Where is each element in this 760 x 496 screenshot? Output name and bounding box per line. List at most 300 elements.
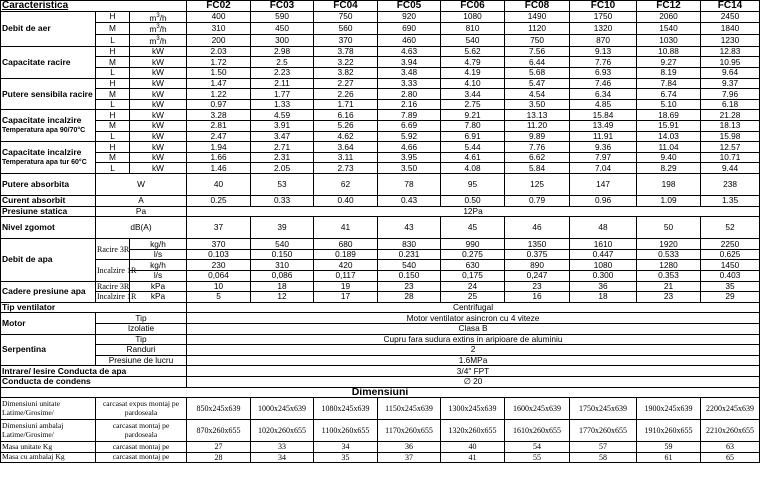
value-cell: 0,117: [314, 270, 378, 281]
value-cell: 630: [441, 260, 505, 271]
value-cell: 5.44: [441, 142, 505, 153]
value-cell: 7.46: [570, 78, 637, 89]
value-cell: 3.91: [251, 121, 314, 132]
value-cell: 0.96: [570, 196, 637, 207]
value-cell: 9.89: [505, 131, 570, 142]
dimension-sub: carcasat montaj pe: [96, 442, 187, 453]
value-cell: 15.91: [637, 121, 701, 132]
value-cell: 6.44: [505, 57, 570, 68]
value-cell: 65: [701, 452, 760, 463]
sensible-label: [1, 78, 96, 110]
value-cell: 0.50: [441, 196, 505, 207]
airflow-label: [1, 11, 96, 46]
unit-cell: kg/h: [130, 239, 187, 250]
unit-cell: $m^3/h$: [130, 23, 187, 35]
dimension-label: Dimensiuni ambalaj Latime/Grosime/: [1, 420, 96, 442]
value-cell: 370: [187, 239, 251, 250]
value-cell: 9.13: [570, 46, 637, 57]
value-cell: 0.403: [701, 270, 760, 281]
value-cell: 24: [441, 281, 505, 292]
value-cell: 50: [637, 217, 701, 239]
value-cell: 1170x260x655: [378, 420, 441, 442]
value-cell: 1.77: [251, 89, 314, 100]
value-cell: 2450: [701, 11, 760, 23]
value-cell: 1.47: [187, 78, 251, 89]
value-cell: 990: [441, 239, 505, 250]
value-cell: 1610: [570, 239, 637, 250]
unit-cell: l/s: [130, 270, 187, 281]
value-cell: 2210x260x655: [701, 420, 760, 442]
speed-cell: M: [96, 152, 130, 163]
unit-cell: kPa: [130, 281, 187, 292]
speed-cell: H: [96, 78, 130, 89]
heating90-sublabel: Temperatura apa 90/70°C: [2, 127, 86, 135]
table-row: [1, 1, 760, 12]
value-cell: 4.10: [441, 78, 505, 89]
value-cell: 3/4" FPT: [187, 366, 760, 377]
value-cell: 27: [187, 442, 251, 453]
speed-cell: L: [96, 131, 130, 142]
value-cell: 4.54: [505, 89, 570, 100]
table-row: [1, 281, 760, 292]
value-cell: 850x245x639: [187, 398, 251, 420]
value-cell: 5.84: [505, 163, 570, 174]
value-cell: 1320: [570, 23, 637, 35]
value-cell: 2.26: [314, 89, 378, 100]
table-row: [1, 152, 760, 163]
value-cell: 1490: [505, 11, 570, 23]
header-model: FC03: [251, 1, 314, 12]
value-cell: 370: [314, 35, 378, 47]
value-cell: 0.79: [505, 196, 570, 207]
table-row: [1, 78, 760, 89]
unit-cell: A: [96, 196, 187, 207]
value-cell: 3.64: [314, 142, 378, 153]
value-cell: 540: [378, 260, 441, 271]
table-row: [1, 420, 760, 442]
header-model: FC05: [378, 1, 441, 12]
value-cell: 34: [251, 452, 314, 463]
value-cell: 3.22: [314, 57, 378, 68]
value-cell: Centrifugal: [187, 302, 760, 313]
speed-cell: L: [96, 68, 130, 79]
noise-label: Nivel zgomot: [1, 217, 96, 239]
table-row: [1, 110, 760, 121]
value-cell: 1150x245x639: [378, 398, 441, 420]
value-cell: 18: [251, 281, 314, 292]
value-cell: 1080x245x639: [314, 398, 378, 420]
value-cell: 28: [378, 292, 441, 303]
value-cell: 2.05: [251, 163, 314, 174]
value-cell: 11.20: [505, 121, 570, 132]
unit-cell: kW: [130, 89, 187, 100]
unit-cell: kW: [130, 78, 187, 89]
speed-cell: L: [96, 163, 130, 174]
table-row: [1, 142, 760, 153]
dimension-sub: carcasat montaj pe pardoseala: [96, 420, 187, 442]
value-cell: 830: [378, 239, 441, 250]
table-row: [1, 35, 760, 47]
value-cell: 590: [251, 11, 314, 23]
value-cell: 0,064: [187, 270, 251, 281]
value-cell: 3.11: [314, 152, 378, 163]
value-cell: 6.69: [378, 121, 441, 132]
value-cell: 4.66: [378, 142, 441, 153]
table-row: [1, 302, 760, 313]
value-cell: 12: [251, 292, 314, 303]
value-cell: 5.26: [314, 121, 378, 132]
value-cell: 15.84: [570, 110, 637, 121]
value-cell: 1610x260x655: [505, 420, 570, 442]
value-cell: 1350: [505, 239, 570, 250]
value-cell: 2.81: [187, 121, 251, 132]
value-cell: 1600x245x639: [505, 398, 570, 420]
value-cell: 8.19: [637, 68, 701, 79]
value-cell: 48: [570, 217, 637, 239]
value-cell: 57: [570, 442, 637, 453]
table-row: [1, 260, 760, 271]
value-cell: 23: [637, 292, 701, 303]
value-cell: 40: [187, 174, 251, 196]
value-cell: 23: [378, 281, 441, 292]
current-label: Curent absorbit: [1, 196, 96, 207]
value-cell: 12Pa: [187, 206, 760, 217]
speed-cell: H: [96, 11, 130, 23]
value-cell: 1300x245x639: [441, 398, 505, 420]
table-row: [1, 217, 760, 239]
value-cell: Motor ventilator asincron cu 4 viteze: [187, 313, 760, 324]
header-category: Caracteristica: [1, 1, 187, 12]
value-cell: 4.61: [441, 152, 505, 163]
value-cell: 1280: [637, 260, 701, 271]
value-cell: 12.57: [701, 142, 760, 153]
mode-cell: Racire 3R: [97, 281, 130, 291]
table-row: [1, 206, 760, 217]
value-cell: 5.47: [505, 78, 570, 89]
value-cell: 9.44: [701, 163, 760, 174]
value-cell: 4.08: [441, 163, 505, 174]
value-cell: 125: [505, 174, 570, 196]
coil-label: Serpentina: [1, 334, 96, 366]
value-cell: 55: [505, 452, 570, 463]
value-cell: 6.34: [570, 89, 637, 100]
fan-type-label: Tip ventilator: [1, 302, 187, 313]
value-cell: 2.71: [251, 142, 314, 153]
value-cell: 1770x260x655: [570, 420, 637, 442]
value-cell: 13.49: [570, 121, 637, 132]
value-cell: 11.04: [637, 142, 701, 153]
value-cell: 1750x245x639: [570, 398, 637, 420]
value-cell: 63: [701, 442, 760, 453]
unit-cell: kg/h: [130, 260, 187, 271]
value-cell: 34: [314, 442, 378, 453]
value-cell: 3.47: [251, 131, 314, 142]
value-cell: 0,247: [505, 270, 570, 281]
value-cell: 1230: [701, 35, 760, 47]
value-cell: 95: [441, 174, 505, 196]
table-row: [1, 398, 760, 420]
value-cell: 920: [378, 11, 441, 23]
value-cell: 9.36: [570, 142, 637, 153]
value-cell: 0.375: [505, 249, 570, 260]
value-cell: 0.103: [187, 249, 251, 260]
header-model: FC02: [187, 1, 251, 12]
water-flow-label: Debit de apa: [1, 239, 96, 281]
table-row: [1, 442, 760, 453]
dimension-sub: carcasat expus montaj pe pardoseala: [96, 398, 187, 420]
value-cell: Clasa B: [187, 323, 760, 334]
value-cell: 1.66: [187, 152, 251, 163]
value-cell: 3.50: [378, 163, 441, 174]
value-cell: 1030: [637, 35, 701, 47]
value-cell: 2.11: [251, 78, 314, 89]
table-row: [1, 196, 760, 207]
table-row: [1, 163, 760, 174]
value-cell: 41: [314, 217, 378, 239]
value-cell: 870x260x655: [187, 420, 251, 442]
value-cell: 17: [314, 292, 378, 303]
value-cell: 450: [251, 23, 314, 35]
value-cell: 1750: [570, 11, 637, 23]
table-row: [1, 355, 760, 366]
value-cell: 41: [441, 452, 505, 463]
value-cell: 1.33: [251, 99, 314, 110]
key-cell: Randuri: [96, 345, 187, 356]
value-cell: 0.353: [637, 270, 701, 281]
value-cell: 12.83: [701, 46, 760, 57]
value-cell: 2.03: [187, 46, 251, 57]
value-cell: 4.85: [570, 99, 637, 110]
key-cell: Izolatie: [96, 323, 187, 334]
value-cell: 7.04: [570, 163, 637, 174]
value-cell: 1.50: [187, 68, 251, 79]
unit-cell: kW: [130, 57, 187, 68]
unit-cell: kW: [130, 152, 187, 163]
value-cell: 25: [441, 292, 505, 303]
table-row: [1, 174, 760, 196]
value-cell: 5: [187, 292, 251, 303]
value-cell: 1120: [505, 23, 570, 35]
value-cell: 2060: [637, 11, 701, 23]
table-row: [1, 345, 760, 356]
value-cell: 10: [187, 281, 251, 292]
value-cell: 5.68: [505, 68, 570, 79]
value-cell: 6.16: [314, 110, 378, 121]
value-cell: 1920: [637, 239, 701, 250]
value-cell: 560: [314, 23, 378, 35]
header-model: FC14: [701, 1, 760, 12]
value-cell: ∅ 20: [187, 376, 760, 387]
value-cell: 18.13: [701, 121, 760, 132]
sensible-title: Putere sensibila racire: [2, 88, 93, 99]
value-cell: 2.75: [441, 99, 505, 110]
header-model: FC10: [570, 1, 637, 12]
value-cell: 540: [441, 35, 505, 47]
value-cell: 0.150: [378, 270, 441, 281]
speed-cell: M: [96, 89, 130, 100]
value-cell: 2: [187, 345, 760, 356]
heating60-sublabel: Temperatura apa tur 60°C: [2, 159, 87, 167]
value-cell: 19: [314, 281, 378, 292]
value-cell: 1020x260x655: [251, 420, 314, 442]
value-cell: 61: [637, 452, 701, 463]
value-cell: 1320x260x655: [441, 420, 505, 442]
value-cell: 3.33: [378, 78, 441, 89]
value-cell: 7.56: [505, 46, 570, 57]
value-cell: 11.91: [570, 131, 637, 142]
value-cell: 10.71: [701, 152, 760, 163]
value-cell: 0.43: [378, 196, 441, 207]
table-row: [1, 131, 760, 142]
value-cell: 2200x245x639: [701, 398, 760, 420]
speed-cell: L: [96, 35, 130, 47]
value-cell: 45: [441, 217, 505, 239]
value-cell: 0.300: [570, 270, 637, 281]
table-row: [1, 366, 760, 377]
value-cell: 890: [505, 260, 570, 271]
value-cell: 40: [441, 442, 505, 453]
pressure-drop-label: Cadere presiune apa: [1, 281, 96, 302]
heating60-title: Capacitate incalzire: [2, 147, 82, 158]
value-cell: 59: [637, 442, 701, 453]
dimension-label: Masa cu ambalaj Kg: [1, 452, 96, 463]
value-cell: 53: [251, 174, 314, 196]
header-model: FC04: [314, 1, 378, 12]
mode-cell: Incalzire 1R: [96, 260, 130, 281]
value-cell: 3.78: [314, 46, 378, 57]
value-cell: 28: [187, 452, 251, 463]
value-cell: 147: [570, 174, 637, 196]
header-model: FC06: [441, 1, 505, 12]
value-cell: 0.40: [314, 196, 378, 207]
value-cell: 4.79: [441, 57, 505, 68]
value-cell: 18.69: [637, 110, 701, 121]
table-row: [1, 334, 760, 345]
value-cell: 200: [187, 35, 251, 47]
value-cell: 1.22: [187, 89, 251, 100]
value-cell: 1000x245x639: [251, 398, 314, 420]
table-row: [1, 323, 760, 334]
unit-cell: kW: [130, 131, 187, 142]
value-cell: 10.95: [701, 57, 760, 68]
value-cell: 39: [251, 217, 314, 239]
unit-cell: $m^3/h$: [130, 35, 187, 47]
value-cell: 4.59: [251, 110, 314, 121]
value-cell: 870: [570, 35, 637, 47]
value-cell: 52: [701, 217, 760, 239]
speed-cell: L: [96, 99, 130, 110]
table-row: [1, 121, 760, 132]
value-cell: 4.19: [441, 68, 505, 79]
value-cell: 37: [187, 217, 251, 239]
value-cell: 6.74: [637, 89, 701, 100]
water_connection-label: Intrare/ Iesire Conducta de apa: [1, 366, 187, 377]
key-cell: Tip: [96, 334, 187, 345]
value-cell: 36: [378, 442, 441, 453]
value-cell: 6.93: [570, 68, 637, 79]
value-cell: 1.35: [701, 196, 760, 207]
table-row: [1, 313, 760, 324]
value-cell: 690: [378, 23, 441, 35]
value-cell: 35: [314, 452, 378, 463]
value-cell: 810: [441, 23, 505, 35]
value-cell: 2.80: [378, 89, 441, 100]
value-cell: 46: [505, 217, 570, 239]
value-cell: 0.97: [187, 99, 251, 110]
value-cell: 1.09: [637, 196, 701, 207]
value-cell: 9.21: [441, 110, 505, 121]
value-cell: 21: [637, 281, 701, 292]
unit-cell: kW: [130, 121, 187, 132]
value-cell: 3.82: [314, 68, 378, 79]
value-cell: 29: [701, 292, 760, 303]
speed-cell: H: [96, 46, 130, 57]
value-cell: 1910x260x655: [637, 420, 701, 442]
value-cell: 750: [505, 35, 570, 47]
value-cell: 0.189: [314, 249, 378, 260]
table-row: [1, 387, 760, 398]
table-row: [1, 89, 760, 100]
header-model: FC08: [505, 1, 570, 12]
value-cell: 2.5: [251, 57, 314, 68]
value-cell: 0.625: [701, 249, 760, 260]
unit-cell: W: [96, 174, 187, 196]
value-cell: 54: [505, 442, 570, 453]
value-cell: 3.94: [378, 57, 441, 68]
speed-cell: M: [96, 23, 130, 35]
value-cell: 0.533: [637, 249, 701, 260]
value-cell: 35: [701, 281, 760, 292]
unit-cell: kW: [130, 163, 187, 174]
value-cell: 310: [187, 23, 251, 35]
value-cell: 6.18: [701, 99, 760, 110]
value-cell: 0,086: [251, 270, 314, 281]
power-label: Putere absorbita: [1, 174, 96, 196]
key-cell: Tip: [96, 313, 187, 324]
value-cell: 9.40: [637, 152, 701, 163]
table-row: [1, 99, 760, 110]
table-row: [1, 23, 760, 35]
value-cell: 1900x245x639: [637, 398, 701, 420]
unit-cell: dB(A): [96, 217, 187, 239]
table-row: [1, 292, 760, 303]
speed-cell: M: [96, 57, 130, 68]
unit-cell: kW: [130, 68, 187, 79]
value-cell: 540: [251, 239, 314, 250]
dimension-label: Dimensiuni unitate Latime/Grosime/: [1, 398, 96, 420]
heating90-label: [1, 110, 96, 142]
value-cell: 420: [314, 260, 378, 271]
unit-cell: kW: [130, 46, 187, 57]
heating90-title: Capacitate incalzire: [2, 115, 82, 126]
value-cell: 7.76: [570, 57, 637, 68]
value-cell: 62: [314, 174, 378, 196]
value-cell: 460: [378, 35, 441, 47]
value-cell: 7.96: [701, 89, 760, 100]
unit-cell: kPa: [130, 292, 187, 303]
value-cell: 1.94: [187, 142, 251, 153]
table-row: [1, 452, 760, 463]
value-cell: 750: [314, 11, 378, 23]
table-row: [1, 46, 760, 57]
value-cell: 7.97: [570, 152, 637, 163]
value-cell: 4.63: [378, 46, 441, 57]
value-cell: 2.31: [251, 152, 314, 163]
speed-cell: H: [96, 142, 130, 153]
value-cell: 78: [378, 174, 441, 196]
mode-cell: Incalzire 1R: [97, 292, 137, 302]
value-cell: 3.95: [378, 152, 441, 163]
